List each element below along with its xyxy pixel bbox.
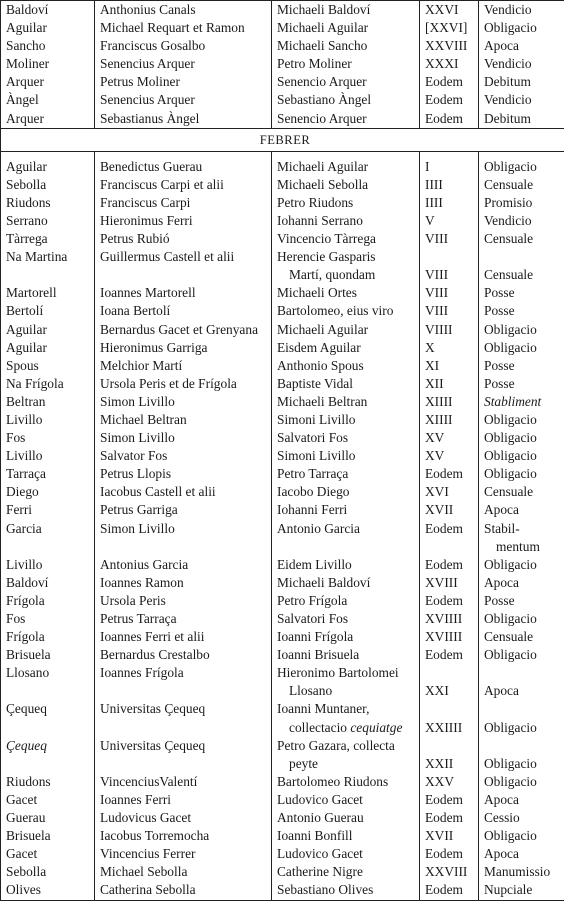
counterparty-cell: Petro Frígola (272, 592, 420, 610)
act-type-cell: Obligacio (479, 339, 564, 357)
counterparty-cell: Simoni Livillo (272, 447, 420, 465)
day-cell: XXVIII (420, 37, 479, 55)
act-type-cell: Vendicio (479, 55, 564, 73)
principal-party-cell: Hieronimus Garriga (95, 339, 272, 357)
counterparty-cell: Baptiste Vidal (272, 375, 420, 393)
principal-party-cell: Simon Livillo (95, 520, 272, 556)
counterparty-cell: Michaeli Baldoví (272, 1, 420, 20)
principal-party-cell: Ioannes Ferri et alii (95, 628, 272, 646)
counterparty-line-continued (277, 755, 419, 773)
principal-party-cell: Ursola Peris (95, 592, 272, 610)
register-row (1, 556, 564, 574)
day-cell: Eodem (420, 91, 479, 109)
act-type-cell: Posse (479, 357, 564, 375)
surname-cell: Livillo (1, 556, 95, 574)
principal-party-cell: Benedictus Guerau (95, 158, 272, 176)
act-type-cell: Obligacio (479, 556, 564, 574)
register-row (1, 110, 564, 129)
register-row (1, 91, 564, 109)
surname-cell: Garcia (1, 520, 95, 556)
counterparty-cell: Antonio Garcia (272, 520, 420, 556)
counterparty-cell: Michaeli Aguilar (272, 321, 420, 339)
day-cell: VIII (420, 230, 479, 248)
day-cell: X (420, 339, 479, 357)
act-type-cell: Vendicio (479, 1, 564, 20)
day-cell: Eodem (420, 809, 479, 827)
principal-party-cell: Michael Sebolla (95, 863, 272, 881)
act-type-cell: Censuale (479, 483, 564, 501)
counterparty-cell: Michaeli Aguilar (272, 19, 420, 37)
register-row (1, 610, 564, 628)
counterparty-cell (272, 248, 420, 284)
counterparty-cell: Eidem Livillo (272, 556, 420, 574)
register-row (1, 212, 564, 230)
principal-party-cell: Ioannes Ferri (95, 791, 272, 809)
counterparty-line: Ioanni Muntaner, (277, 701, 370, 717)
register-row (1, 881, 564, 900)
counterparty-continuation: Llosano (289, 683, 333, 699)
act-type-cell: Debitum (479, 73, 564, 91)
surname-cell: Gacet (1, 791, 95, 809)
surname-cell: Na Frígola (1, 375, 95, 393)
principal-party-cell: Senencius Arquer (95, 91, 272, 109)
principal-party-cell: VincenciusValentí (95, 773, 272, 791)
month-heading: FEBRER (1, 128, 564, 151)
counterparty-continuation: collectacio (289, 719, 347, 735)
surname-cell: Frígola (1, 592, 95, 610)
day-cell: XXVI (420, 1, 479, 20)
register-row (1, 248, 564, 284)
surname-cell: Arquer (1, 110, 95, 129)
principal-party-cell: Ioana Bertolí (95, 302, 272, 320)
counterparty-cell: Michaeli Sebolla (272, 176, 420, 194)
act-type-cell: Apoca (479, 574, 564, 592)
surname-cell: Brisuela (1, 646, 95, 664)
surname-cell: Gacet (1, 845, 95, 863)
counterparty-cell: Michaeli Baldoví (272, 574, 420, 592)
act-type-cell: Cessio (479, 809, 564, 827)
surname-cell: Moliner (1, 55, 95, 73)
act-type-cell: Obligacio (479, 827, 564, 845)
day-cell: XII (420, 375, 479, 393)
principal-party-cell: Iacobus Torremocha (95, 827, 272, 845)
day-cell: Eodem (420, 881, 479, 900)
act-type-cell: Obligacio (479, 646, 564, 664)
act-type-cell: Stabliment (479, 393, 564, 411)
act-type-cell: Obligacio (479, 411, 564, 429)
counterparty-cell: Bartolomeo Riudons (272, 773, 420, 791)
act-type-cell: Censuale (479, 248, 564, 284)
day-cell: Eodem (420, 646, 479, 664)
counterparty-line-continued (277, 682, 419, 700)
surname-cell: Brisuela (1, 827, 95, 845)
day-cell: XI (420, 357, 479, 375)
act-type-cell: Apoca (479, 37, 564, 55)
counterparty-cell (272, 700, 420, 736)
counterparty-cell: Antonio Guerau (272, 809, 420, 827)
counterparty-cell: Catherine Nigre (272, 863, 420, 881)
principal-party-cell: Iacobus Castell et alii (95, 483, 272, 501)
surname-cell: Livillo (1, 411, 95, 429)
act-type-cell: Posse (479, 592, 564, 610)
act-type-line-continued: mentum (496, 538, 540, 554)
register-row (1, 411, 564, 429)
principal-party-cell: Simon Livillo (95, 429, 272, 447)
act-type-cell: Vendicio (479, 91, 564, 109)
day-cell: VIII (420, 284, 479, 302)
register-row (1, 1, 564, 20)
register-row (1, 646, 564, 664)
register-row (1, 700, 564, 736)
act-type-cell: Posse (479, 284, 564, 302)
counterparty-cell: Anthonio Spous (272, 357, 420, 375)
surname-cell: Spous (1, 357, 95, 375)
register-row (1, 357, 564, 375)
principal-party-cell: Simon Livillo (95, 393, 272, 411)
register-row (1, 55, 564, 73)
counterparty-cell: Petro Riudons (272, 194, 420, 212)
surname-cell: Beltran (1, 393, 95, 411)
day-cell: IIII (420, 176, 479, 194)
act-type-cell: Obligacio (479, 19, 564, 37)
surname-cell: Livillo (1, 447, 95, 465)
counterparty-cell: Ioanni Bonfill (272, 827, 420, 845)
principal-party-cell: Ioannes Frígola (95, 664, 272, 700)
surname-cell: Sancho (1, 37, 95, 55)
surname-cell: Llosano (1, 664, 95, 700)
principal-party-cell: Petrus Rubió (95, 230, 272, 248)
principal-party-cell: Senencius Arquer (95, 55, 272, 73)
surname-cell: Ferri (1, 501, 95, 519)
principal-party-cell: Melchior Martí (95, 357, 272, 375)
day-cell: XXV (420, 773, 479, 791)
register-row (1, 465, 564, 483)
register-row (1, 773, 564, 791)
act-type-cell: Manumissio (479, 863, 564, 881)
act-type-cell: Obligacio (479, 321, 564, 339)
day-cell: XVII (420, 827, 479, 845)
counterparty-cell: Vincencio Tàrrega (272, 230, 420, 248)
act-type-cell: Nupciale (479, 881, 564, 900)
counterparty-cell: Ioanni Frígola (272, 628, 420, 646)
counterparty-cell: Petro Tarraça (272, 465, 420, 483)
counterparty-cell: Senencio Arquer (272, 73, 420, 91)
counterparty-continuation: Martí, quondam (289, 267, 376, 283)
day-cell: XV (420, 429, 479, 447)
surname-cell: Bertolí (1, 302, 95, 320)
counterparty-cell: Senencio Arquer (272, 110, 420, 129)
surname-cell: Aguilar (1, 321, 95, 339)
surname-cell: Tàrrega (1, 230, 95, 248)
principal-party-cell: Franciscus Carpi et alii (95, 176, 272, 194)
principal-party-cell: Hieronimus Ferri (95, 212, 272, 230)
counterparty-line: Petro Gazara, collecta (277, 737, 395, 753)
counterparty-cell: Michaeli Aguilar (272, 158, 420, 176)
day-cell: V (420, 212, 479, 230)
register-row (1, 19, 564, 37)
act-type-cell: Censuale (479, 176, 564, 194)
principal-party-cell: Franciscus Gosalbo (95, 37, 272, 55)
act-type-cell: Obligacio (479, 429, 564, 447)
register-row (1, 791, 564, 809)
day-cell: XXXI (420, 55, 479, 73)
counterparty-cell: Salvatori Fos (272, 429, 420, 447)
counterparty-cell: Salvatori Fos (272, 610, 420, 628)
surname-cell: Diego (1, 483, 95, 501)
surname-cell: Àngel (1, 91, 95, 109)
month-divider (1, 128, 564, 158)
surname-cell: Aguilar (1, 19, 95, 37)
register-row (1, 809, 564, 827)
counterparty-cell: Petro Moliner (272, 55, 420, 73)
act-type-cell: Apoca (479, 845, 564, 863)
surname-cell: Arquer (1, 73, 95, 91)
surname-cell: Tarraça (1, 465, 95, 483)
surname-cell: Sebolla (1, 176, 95, 194)
register-row (1, 393, 564, 411)
counterparty-cell: Sebastiano Àngel (272, 91, 420, 109)
surname-cell: Na Martina (1, 248, 95, 284)
register-row (1, 37, 564, 55)
day-cell: XV (420, 447, 479, 465)
surname-cell: Fos (1, 610, 95, 628)
register-row (1, 863, 564, 881)
counterparty-line: Herencie Gasparis (277, 249, 376, 265)
register-row (1, 664, 564, 700)
principal-party-cell: Antonius Garcia (95, 556, 272, 574)
counterparty-cell (272, 737, 420, 773)
counterparty-italic-term: cequiatge (350, 719, 403, 735)
counterparty-cell (272, 664, 420, 700)
day-cell: IIII (420, 194, 479, 212)
day-cell: Eodem (420, 465, 479, 483)
counterparty-cell: Eisdem Aguilar (272, 339, 420, 357)
act-type-cell: Obligacio (479, 158, 564, 176)
surname-cell: Aguilar (1, 339, 95, 357)
act-type-cell: Apoca (479, 501, 564, 519)
principal-party-cell: Franciscus Carpi (95, 194, 272, 212)
principal-party-cell: Ludovicus Gacet (95, 809, 272, 827)
counterparty-line-continued (277, 719, 419, 737)
principal-party-cell: Petrus Tarraça (95, 610, 272, 628)
principal-party-cell: Universitas Çequeq (95, 700, 272, 736)
day-cell: XVII (420, 501, 479, 519)
principal-party-cell: Universitas Çequeq (95, 737, 272, 773)
register-row (1, 592, 564, 610)
act-type-cell: Obligacio (479, 447, 564, 465)
day-cell: Eodem (420, 73, 479, 91)
day-cell: XXIIII (420, 700, 479, 736)
day-cell: Eodem (420, 556, 479, 574)
principal-party-cell: Catherina Sebolla (95, 881, 272, 900)
principal-party-cell: Michael Requart et Ramon (95, 19, 272, 37)
surname-cell: Fos (1, 429, 95, 447)
day-cell: VIII (420, 248, 479, 284)
principal-party-cell: Michael Beltran (95, 411, 272, 429)
counterparty-cell: Iacobo Diego (272, 483, 420, 501)
principal-party-cell: Anthonius Canals (95, 1, 272, 20)
counterparty-cell: Bartolomeo, eius viro (272, 302, 420, 320)
surname-cell: Riudons (1, 773, 95, 791)
day-cell: Eodem (420, 791, 479, 809)
day-cell: XVIIII (420, 628, 479, 646)
counterparty-cell: Sebastiano Olives (272, 881, 420, 900)
act-type-line: Stabil- (484, 520, 520, 536)
principal-party-cell: Ursola Peris et de Frígola (95, 375, 272, 393)
act-type-cell: Apoca (479, 664, 564, 700)
register-row (1, 176, 564, 194)
act-type-cell: Obligacio (479, 700, 564, 736)
principal-party-cell: Ioannes Ramon (95, 574, 272, 592)
counterparty-cell: Michaeli Ortes (272, 284, 420, 302)
register-row (1, 339, 564, 357)
principal-party-cell: Ioannes Martorell (95, 284, 272, 302)
act-type-cell: Apoca (479, 791, 564, 809)
surname-cell: Sebolla (1, 863, 95, 881)
register-row (1, 73, 564, 91)
surname-cell: Olives (1, 881, 95, 900)
principal-party-cell: Bernardus Crestalbo (95, 646, 272, 664)
act-type-cell: Posse (479, 375, 564, 393)
principal-party-cell: Guillermus Castell et alii (95, 248, 272, 284)
principal-party-cell: Vincencius Ferrer (95, 845, 272, 863)
register-row (1, 520, 564, 556)
register-row (1, 574, 564, 592)
counterparty-cell: Ioanni Brisuela (272, 646, 420, 664)
act-type-cell: Promisio (479, 194, 564, 212)
surname-cell: Martorell (1, 284, 95, 302)
surname-cell: Aguilar (1, 158, 95, 176)
counterparty-continuation: peyte (289, 755, 318, 771)
day-cell: Eodem (420, 592, 479, 610)
surname-cell: Çequeq (1, 737, 95, 773)
act-type-cell (479, 520, 564, 556)
counterparty-cell: Michaeli Beltran (272, 393, 420, 411)
register-row (1, 501, 564, 519)
surname-cell: Guerau (1, 809, 95, 827)
counterparty-cell: Simoni Livillo (272, 411, 420, 429)
principal-party-cell: Bernardus Gacet et Grenyana (95, 321, 272, 339)
act-type-cell: Debitum (479, 110, 564, 129)
month-heading-row (1, 128, 564, 151)
register-row (1, 447, 564, 465)
surname-cell: Riudons (1, 194, 95, 212)
counterparty-line-continued (277, 266, 419, 284)
act-type-cell: Obligacio (479, 737, 564, 773)
register-row (1, 302, 564, 320)
counterparty-cell: Michaeli Sancho (272, 37, 420, 55)
register-row (1, 321, 564, 339)
act-type-cell: Obligacio (479, 465, 564, 483)
day-cell: [XXVI] (420, 19, 479, 37)
register-row (1, 483, 564, 501)
register-row (1, 284, 564, 302)
register-row (1, 737, 564, 773)
act-type-cell: Vendicio (479, 212, 564, 230)
day-cell: VIII (420, 302, 479, 320)
principal-party-cell: Petrus Llopis (95, 465, 272, 483)
register-row (1, 429, 564, 447)
day-cell: I (420, 158, 479, 176)
register-row (1, 230, 564, 248)
counterparty-cell: Ludovico Gacet (272, 791, 420, 809)
act-type-cell: Obligacio (479, 773, 564, 791)
principal-party-cell: Salvator Fos (95, 447, 272, 465)
day-cell: XVI (420, 483, 479, 501)
day-cell: XVIII (420, 574, 479, 592)
day-cell: Eodem (420, 845, 479, 863)
act-type-cell: Obligacio (479, 610, 564, 628)
day-cell: XXII (420, 737, 479, 773)
surname-cell: Baldoví (1, 1, 95, 20)
principal-party-cell: Petrus Garriga (95, 501, 272, 519)
principal-party-cell: Sebastianus Àngel (95, 110, 272, 129)
surname-cell: Çequeq (1, 700, 95, 736)
act-type-cell: Posse (479, 302, 564, 320)
register-row (1, 845, 564, 863)
day-cell: XXVIII (420, 863, 479, 881)
day-cell: XVIIII (420, 610, 479, 628)
counterparty-cell: Iohanni Serrano (272, 212, 420, 230)
register-row (1, 194, 564, 212)
register-section-february (1, 158, 564, 900)
day-cell: VIIII (420, 321, 479, 339)
day-cell: XIIII (420, 411, 479, 429)
act-type-cell: Censuale (479, 628, 564, 646)
principal-party-cell: Petrus Moliner (95, 73, 272, 91)
counterparty-cell: Iohanni Ferri (272, 501, 420, 519)
act-type-cell: Censuale (479, 230, 564, 248)
counterparty-line: Hieronimo Bartolomei (277, 665, 399, 681)
day-cell: XXI (420, 664, 479, 700)
surname-cell: Frígola (1, 628, 95, 646)
register-row (1, 628, 564, 646)
surname-cell: Serrano (1, 212, 95, 230)
register-row (1, 158, 564, 176)
day-cell: Eodem (420, 520, 479, 556)
surname-cell: Baldoví (1, 574, 95, 592)
day-cell: Eodem (420, 110, 479, 129)
register-row (1, 375, 564, 393)
register-section-january-end (1, 1, 564, 129)
register-row (1, 827, 564, 845)
counterparty-cell: Ludovico Gacet (272, 845, 420, 863)
day-cell: XIIII (420, 393, 479, 411)
